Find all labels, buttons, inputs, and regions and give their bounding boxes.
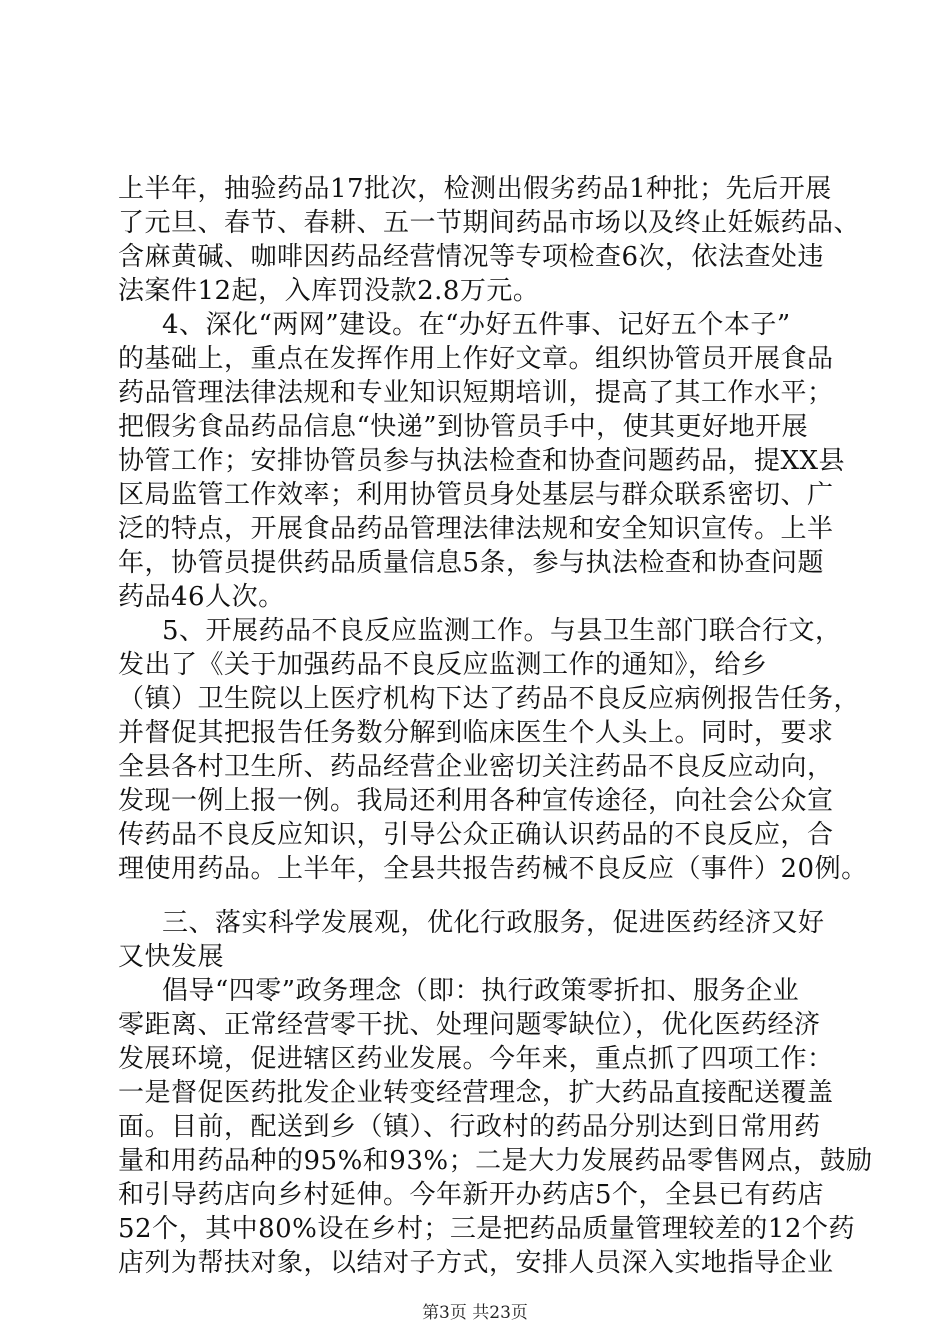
text-line: 药品管理法律法规和专业知识短期培训，提高了其工作水平；: [118, 378, 834, 408]
text-line: 52个，其中80%设在乡村；三是把药品质量管理较差的12个药: [118, 1214, 855, 1244]
text-line: 量和用药品种的95%和93%；二是大力发展药品零售网点，鼓励: [118, 1146, 873, 1176]
text-line: 年，协管员提供药品质量信息5条，参与执法检查和协查问题: [118, 548, 825, 578]
text-line: 发出了《关于加强药品不良反应监测工作的通知》，给乡: [118, 650, 768, 680]
section-heading-continued: 又快发展: [118, 942, 225, 972]
text-line: 把假劣食品药品信息“快递”到协管员手中，使其更好地开展: [118, 412, 809, 442]
text-line: 传药品不良反应知识，引导公众正确认识药品的不良反应，合: [118, 820, 834, 850]
text-line: 零距离、正常经营零干扰、处理问题零缺位），优化医药经济: [118, 1010, 821, 1040]
text-line: 店列为帮扶对象，以结对子方式，安排人员深入实地指导企业: [118, 1248, 834, 1278]
page-number-footer: 第3页 共23页: [422, 1303, 528, 1323]
text-line: 和引导药店向乡村延伸。今年新开办药店5个，全县已有药店: [118, 1180, 825, 1210]
text-line: 倡导“四零”政务理念（即：执行政策零折扣、服务企业: [162, 976, 800, 1006]
text-line: 药品46人次。: [118, 582, 285, 612]
text-line: 发现一例上报一例。我局还利用各种宣传途径，向社会公众宣: [118, 786, 834, 816]
text-line: （镇）卫生院以上医疗机构下达了药品不良反应病例报告任务，: [118, 684, 861, 714]
text-line: 含麻黄碱、咖啡因药品经营情况等专项检查6次，依法查处违: [118, 242, 825, 272]
text-line: 面。目前，配送到乡（镇）、行政村的药品分别达到日常用药: [118, 1112, 821, 1142]
text-line: 全县各村卫生所、药品经营企业密切关注药品不良反应动向，: [118, 752, 834, 782]
text-line: 发展环境，促进辖区药业发展。今年来，重点抓了四项工作：: [118, 1044, 834, 1074]
text-line: 了元旦、春节、春耕、五一节期间药品市场以及终止妊娠药品、: [118, 208, 861, 238]
text-line: 理使用药品。上半年，全县共报告药械不良反应（事件）20例。: [118, 854, 868, 884]
text-line: 协管工作；安排协管员参与执法检查和协查问题药品，提XX县: [118, 446, 846, 476]
text-line: 法案件12起，入库罚没款2.8万元。: [118, 276, 540, 306]
text-line: 并督促其把报告任务数分解到临床医生个人头上。同时，要求: [118, 718, 834, 748]
text-line: 泛的特点，开展食品药品管理法律法规和安全知识宣传。上半: [118, 514, 834, 544]
text-line: 一是督促医药批发企业转变经营理念，扩大药品直接配送覆盖: [118, 1078, 834, 1108]
text-line: 上半年，抽验药品17批次，检测出假劣药品1种批；先后开展: [118, 174, 832, 204]
section-heading: 三、落实科学发展观，优化行政服务，促进医药经济又好: [162, 908, 825, 938]
text-line: 的基础上，重点在发挥作用上作好文章。组织协管员开展食品: [118, 344, 834, 374]
text-line: 区局监管工作效率；利用协管员身处基层与群众联系密切、广: [118, 480, 834, 510]
paragraph-heading: 5、开展药品不良反应监测工作。与县卫生部门联合行文，: [162, 616, 842, 646]
paragraph-heading: 4、深化“两网”建设。在“办好五件事、记好五个本子”: [162, 310, 791, 340]
